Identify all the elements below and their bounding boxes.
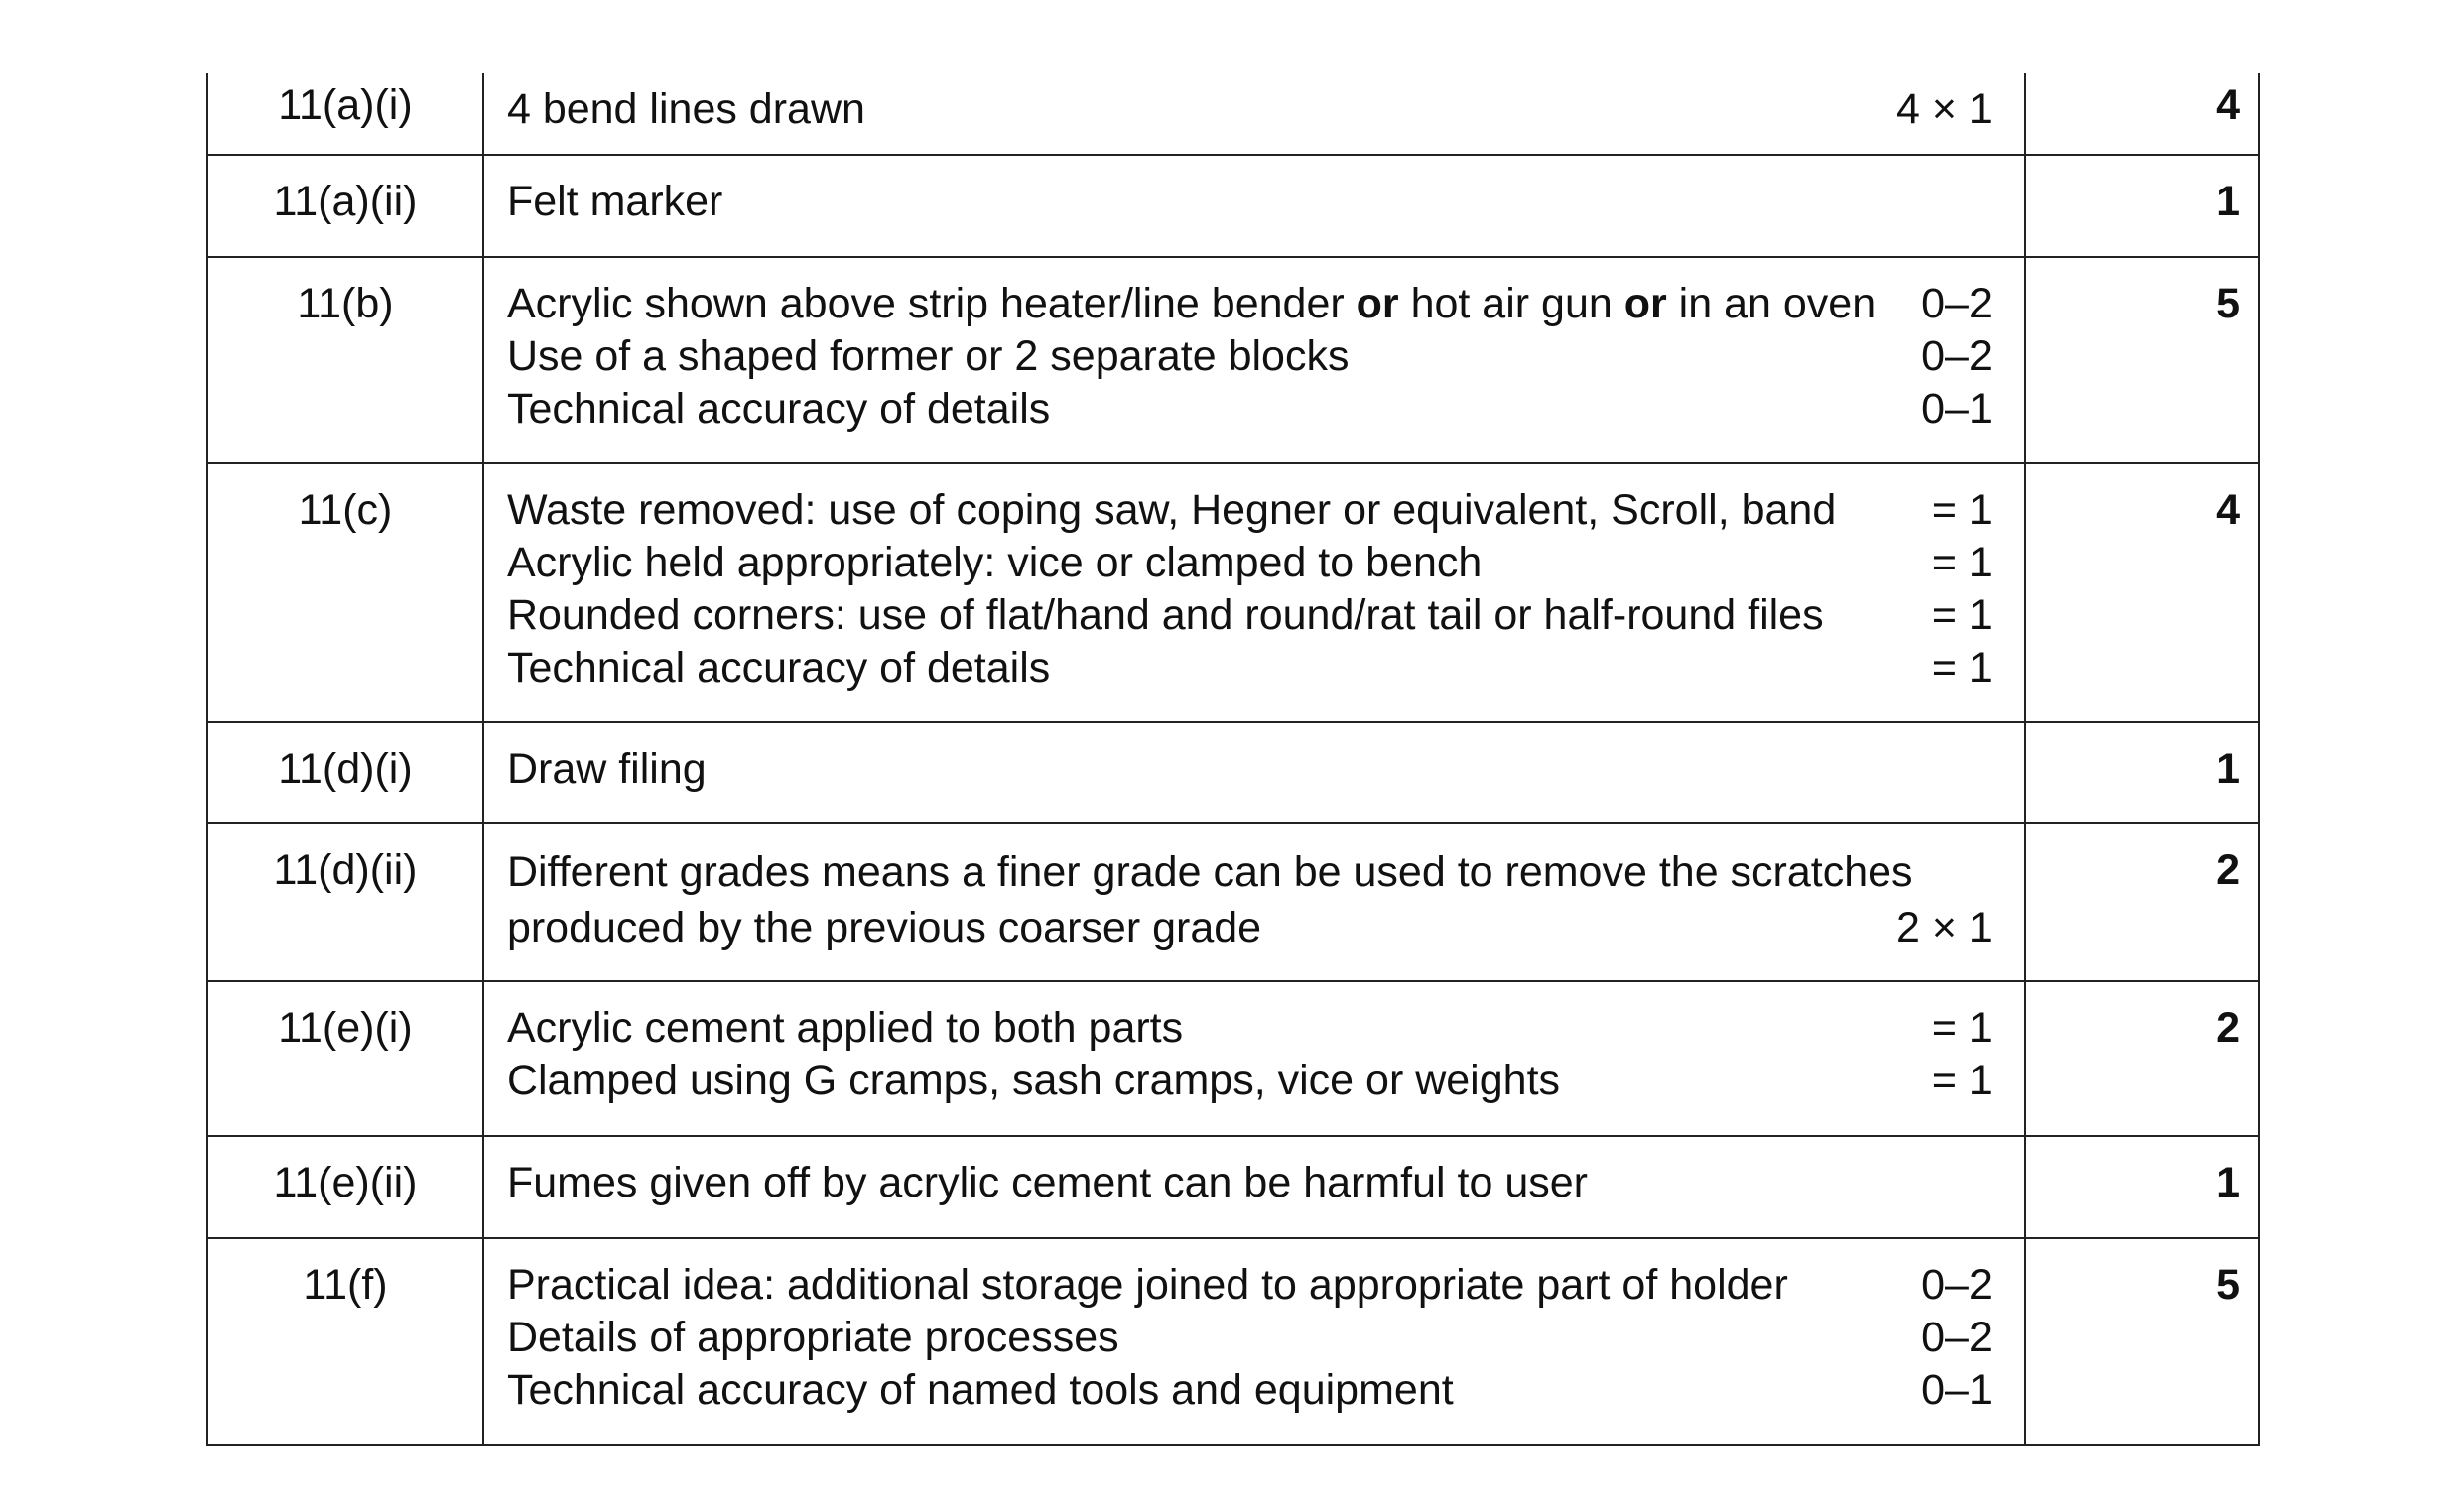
answer-line xyxy=(507,484,1993,537)
total-marks-cell xyxy=(2025,463,2259,722)
answer-text: Waste removed: use of coping saw, Hegner or equivalent, Scroll, band xyxy=(506,486,1837,534)
total-marks-cell xyxy=(2025,155,2259,257)
mark-allocation: 0–1 xyxy=(1921,385,1993,433)
total-marks-cell xyxy=(2025,722,2259,823)
question-cell xyxy=(207,73,483,155)
answer-line xyxy=(507,743,1993,796)
answer-cell xyxy=(483,73,2025,155)
answer-text: 4 bend lines drawn xyxy=(506,85,865,133)
question-number: 11(b) xyxy=(297,280,394,327)
question-cell xyxy=(207,155,483,257)
mark-allocation: = 1 xyxy=(1931,644,1993,692)
total-marks: 2 xyxy=(2216,846,2240,894)
answer-text xyxy=(507,278,1876,330)
total-marks: 4 xyxy=(2216,486,2240,534)
table-row xyxy=(207,823,2259,981)
answer-text: produced by the previous coarser grade xyxy=(506,904,1262,951)
answer-line xyxy=(507,383,1993,436)
mark-allocation: 4 × 1 xyxy=(1896,85,1993,133)
answer-line xyxy=(507,589,1993,642)
answer-line xyxy=(507,330,1993,383)
total-marks: 5 xyxy=(2216,280,2240,327)
mark-allocation xyxy=(1987,743,1993,796)
question-number: 11(a)(ii) xyxy=(273,178,418,225)
mark-allocation xyxy=(1987,176,1993,228)
answer-text: Felt marker xyxy=(506,178,723,225)
mark-allocation: = 1 xyxy=(1931,1004,1993,1052)
answer-text: Acrylic held appropriately: vice or clamped to bench xyxy=(506,539,1483,586)
mark-allocation: 0–2 xyxy=(1921,332,1993,380)
total-marks: 5 xyxy=(2216,1261,2240,1309)
question-number: 11(f) xyxy=(303,1261,388,1309)
question-cell xyxy=(207,257,483,463)
question-cell xyxy=(207,823,483,981)
question-cell xyxy=(207,981,483,1136)
total-marks: 2 xyxy=(2216,1004,2240,1052)
table-row xyxy=(207,73,2259,155)
answer-text-part: in an oven xyxy=(1666,280,1877,327)
question-number: 11(d)(ii) xyxy=(273,846,418,894)
total-marks: 1 xyxy=(2216,178,2240,225)
total-marks-cell xyxy=(2025,981,2259,1136)
question-number: 11(e)(ii) xyxy=(273,1159,418,1206)
question-cell xyxy=(207,463,483,722)
answer-cell xyxy=(483,722,2025,823)
answer-text: Draw filing xyxy=(506,745,707,793)
answer-line xyxy=(507,278,1993,330)
answer-line xyxy=(507,537,1993,589)
total-marks-cell xyxy=(2025,257,2259,463)
mark-allocation: = 1 xyxy=(1931,1057,1993,1104)
answer-line xyxy=(507,1055,1993,1107)
mark-allocation: 0–2 xyxy=(1921,280,1993,327)
mark-allocation: = 1 xyxy=(1931,591,1993,639)
answer-text: Practical idea: additional storage joined to appropriate part of holder xyxy=(506,1261,1788,1309)
answer-text: Technical accuracy of details xyxy=(506,385,1051,433)
mark-scheme-table xyxy=(206,73,2260,1446)
answer-cell xyxy=(483,1238,2025,1445)
answer-cell xyxy=(483,1136,2025,1238)
question-cell xyxy=(207,1238,483,1445)
answer-text: Details of appropriate processes xyxy=(506,1314,1119,1361)
question-number: 11(a)(i) xyxy=(278,81,413,129)
mark-allocation: = 1 xyxy=(1931,486,1993,534)
question-number: 11(c) xyxy=(298,486,393,534)
total-marks-cell xyxy=(2025,1136,2259,1238)
answer-line xyxy=(507,1002,1993,1055)
total-marks: 4 xyxy=(2216,81,2240,129)
question-number: 11(e)(i) xyxy=(278,1004,413,1052)
answer-cell xyxy=(483,981,2025,1136)
answer-line xyxy=(507,176,1993,228)
table-row xyxy=(207,463,2259,722)
table-row xyxy=(207,981,2259,1136)
total-marks: 1 xyxy=(2216,1159,2240,1206)
answer-line xyxy=(507,844,1993,900)
mark-allocation: 0–2 xyxy=(1921,1261,1993,1309)
answer-line xyxy=(507,1259,1993,1312)
answer-text: Technical accuracy of details xyxy=(506,644,1051,692)
answer-text-bold: or xyxy=(1623,280,1667,327)
table-row xyxy=(207,722,2259,823)
total-marks-cell xyxy=(2025,1238,2259,1445)
answer-text-bold: or xyxy=(1356,280,1399,327)
answer-line xyxy=(507,1312,1993,1364)
answer-text: Clamped using G cramps, sash cramps, vice or weights xyxy=(506,1057,1561,1104)
table-row xyxy=(207,155,2259,257)
answer-text: Use of a shaped former or 2 separate blocks xyxy=(506,332,1350,380)
answer-line xyxy=(507,1364,1993,1417)
answer-line xyxy=(507,83,1993,136)
answer-text: Different grades means a finer grade can be used to remove the scratches xyxy=(506,848,1913,896)
total-marks: 1 xyxy=(2216,745,2240,793)
answer-text: Acrylic cement applied to both parts xyxy=(506,1004,1184,1052)
answer-line xyxy=(507,1157,1993,1209)
total-marks-cell xyxy=(2025,823,2259,981)
answer-text-part: hot air gun xyxy=(1398,280,1624,327)
mark-allocation: 0–1 xyxy=(1921,1366,1993,1414)
table-row xyxy=(207,1136,2259,1238)
table-row xyxy=(207,257,2259,463)
mark-allocation xyxy=(1987,844,1993,900)
answer-cell xyxy=(483,155,2025,257)
question-cell xyxy=(207,722,483,823)
answer-text-part: Acrylic shown above strip heater/line bender xyxy=(506,280,1357,327)
answer-cell xyxy=(483,463,2025,722)
answer-cell xyxy=(483,257,2025,463)
answer-line xyxy=(507,900,1993,955)
table-row xyxy=(207,1238,2259,1445)
question-number: 11(d)(i) xyxy=(278,745,413,793)
question-cell xyxy=(207,1136,483,1238)
mark-allocation: 0–2 xyxy=(1921,1314,1993,1361)
mark-allocation xyxy=(1987,1157,1993,1209)
answer-line xyxy=(507,642,1993,694)
answer-cell xyxy=(483,823,2025,981)
answer-text: Rounded corners: use of flat/hand and round/rat tail or half-round files xyxy=(506,591,1824,639)
total-marks-cell xyxy=(2025,73,2259,155)
mark-allocation: = 1 xyxy=(1931,539,1993,586)
mark-allocation: 2 × 1 xyxy=(1896,904,1993,951)
answer-text: Fumes given off by acrylic cement can be harmful to user xyxy=(506,1159,1588,1206)
answer-text: Technical accuracy of named tools and equipment xyxy=(506,1366,1454,1414)
